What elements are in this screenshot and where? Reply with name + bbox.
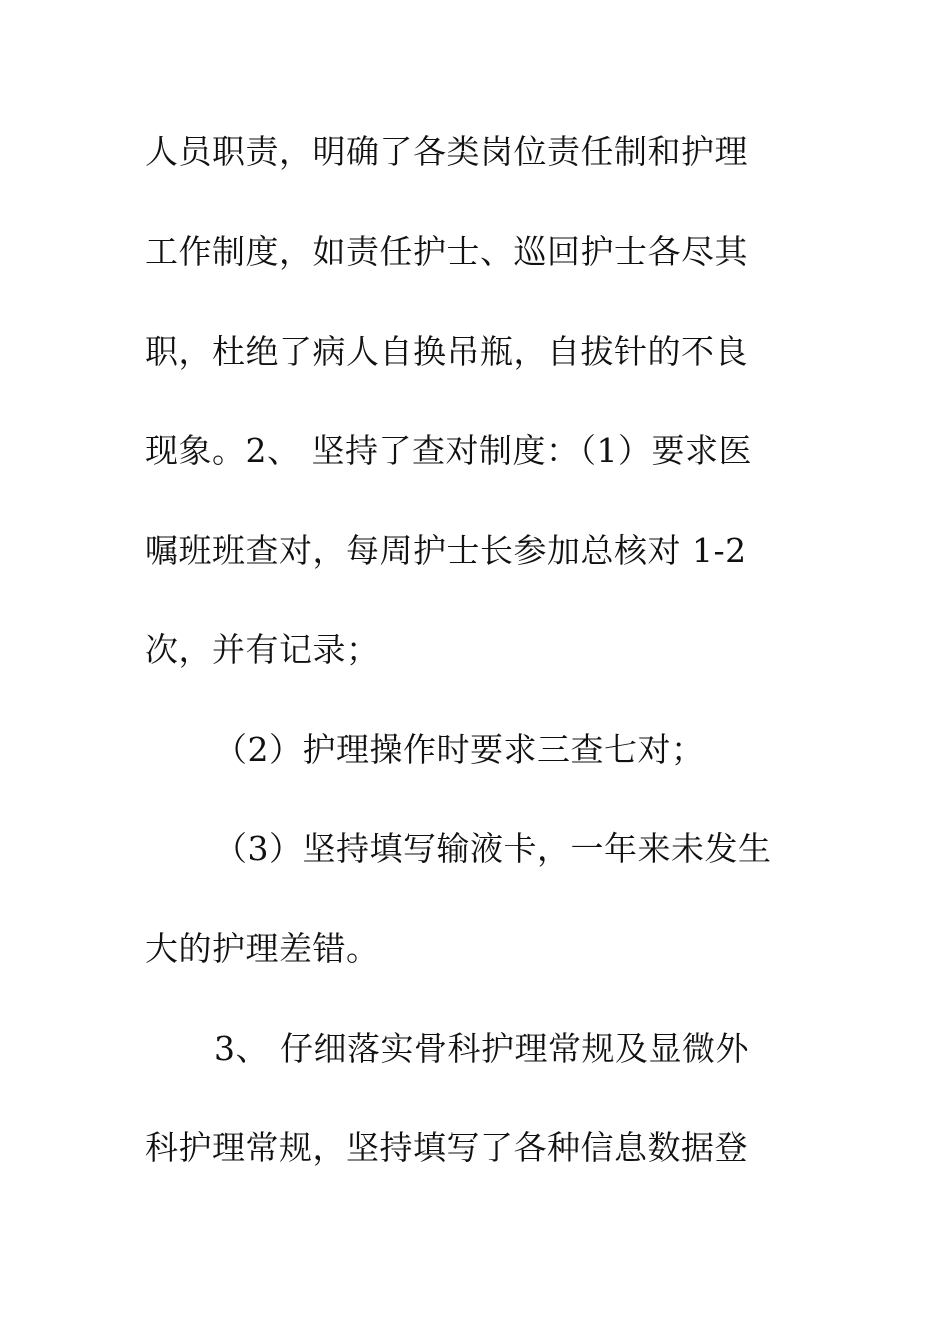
- text-line: 工作制度，如责任护士、巡回护士各尽其: [145, 232, 748, 271]
- text-line: （3）坚持填写输液卡，一年来未发生: [214, 829, 772, 868]
- text-line: 3、 仔细落实骨科护理常规及显微外: [214, 1029, 749, 1068]
- text-line: 现象。2、 坚持了查对制度：（1）要求医: [145, 431, 752, 470]
- text-line: 人员职责，明确了各类岗位责任制和护理: [145, 132, 748, 171]
- text-line: （2）护理操作时要求三查七对；: [214, 730, 705, 769]
- text-line: 大的护理差错。: [145, 929, 380, 968]
- text-line: 次，并有记录；: [145, 630, 380, 669]
- text-line: 嘱班班查对，每周护士长参加总核对 1-2: [145, 531, 747, 570]
- text-line: 职，杜绝了病人自换吊瓶，自拔针的不良: [145, 332, 748, 371]
- text-line: 科护理常规，坚持填写了各种信息数据登: [145, 1128, 748, 1167]
